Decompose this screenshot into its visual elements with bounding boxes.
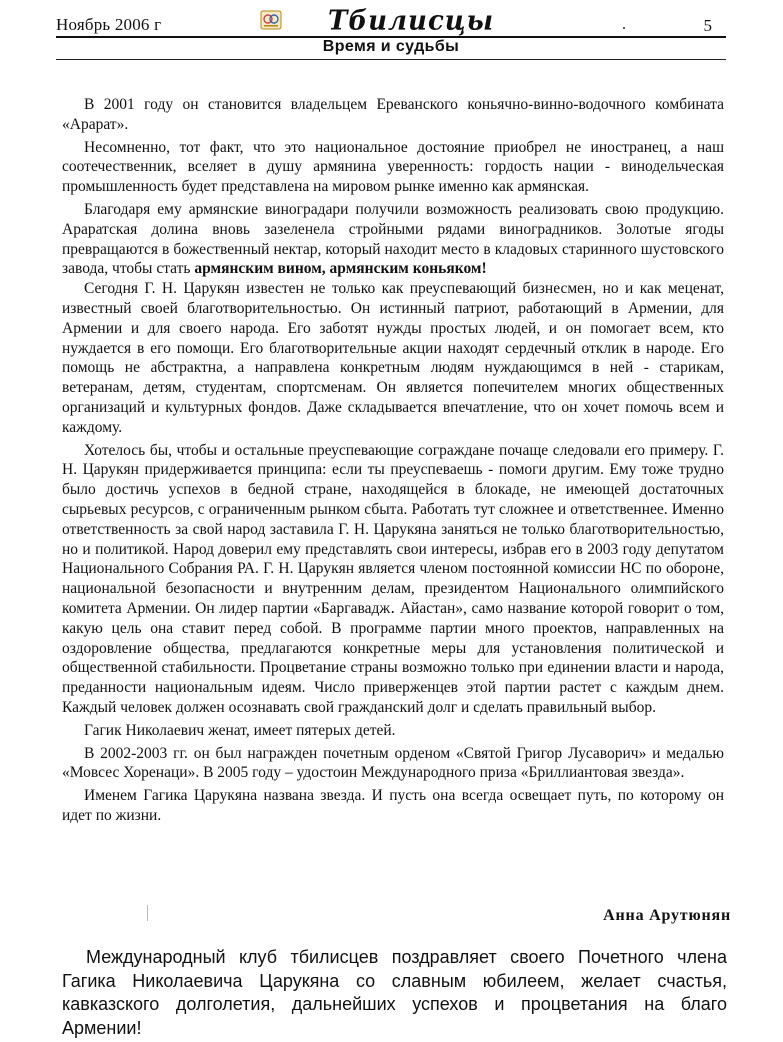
greeting-message: Международный клуб тбилисцев поздравляет своего Почетного члена Гагика Николаевича Царукяна со славным юбилеем, желает счастья, кавказского долголетия, дальнейших успехов и процветания на благо Армении! xyxy=(62,947,727,1038)
article-paragraph-4: Сегодня Г. Н. Царукян известен не только как преуспевающий бизнесмен, но и как меценат, известный своей благотворительностью. Он истинный патриот, работающий в Армении, для Армении и для своего народа. Его заботят нужды простых людей, и он помогает всем, кто нуждается в его помощи. Его благотворительные акции находят сердечный отклик в народе. Его помощь не абстрактна, а направлена конкретным людям нуждающимся в ней - старикам, ветеранам, детям, студентам, спортсменам. Он является попечителем многих общественных организаций и культурных фондов. Даже складывается впечатление, что он хочет помочь всем и каждому. xyxy=(62,280,724,436)
article-paragraph-2: Несомненно, тот факт, что это национальное достояние приобрел не иностранец, а наш соотечественник, вселяет в душу армянина уверенность: гордость нации - винодельческая промышленность будет представлена на мировом рынке именно как армянская. xyxy=(62,138,724,196)
masthead-logo: Тбилисцы xyxy=(328,5,495,37)
article-paragraph-7: В 2002-2003 гг. он был награжден почетным орденом «Святой Григор Лусаворич» и медалью «Мовсес Хоренаци». В 2005 году – удостоин Международного приза «Бриллиантовая звезда». xyxy=(62,744,724,782)
header-rule-bottom xyxy=(56,59,726,60)
paragraph-3-text: Благодаря ему армянские виноградари получили возможность реализовать свою продукцию. Араратская долина вновь зазеленела стройными рядами виноградников. Золотые ягоды превращаются в божественный нектар, который находит место в кладовых старинного шустовского завода, чтобы стать xyxy=(62,200,724,278)
emblem-icon xyxy=(260,10,282,30)
page-number: 5 xyxy=(703,16,712,35)
author-signature: Анна Арутюнян xyxy=(603,907,731,924)
section-title: Время и судьбы xyxy=(322,38,460,55)
article-body xyxy=(62,95,724,826)
article-paragraph-8: Именем Гагика Царукяна названа звезда. И пусть она всегда освещает путь, по которому он идет по жизни. xyxy=(62,787,724,824)
article-paragraph-3 xyxy=(62,200,724,279)
article-paragraph-6: Гагик Николаевич женат, имеет пятерых детей. xyxy=(84,721,396,739)
article-paragraph-5: Хотелось бы, чтобы и остальные преуспевающие сограждане почаще следовали его примеру. Г. Н. Царукян придерживается принципа: если ты преуспеваешь - помоги другим. Ему тоже трудно было достичь успехов в бедной стране, находящейся в блокаде, не имеющей достаточных сырьевых ресурсов, с ограниченным рынком сбыта. Работать тут сложнее и ответственнее. Именно ответственность за свой народ заставила Г. Н. Царукяна заняться не только благотворительностью, но и политикой. Народ доверил ему представлять свои интересы, избрав его в 2003 году депутатом Национального Собрания РА. Г. Н. Царукян является членом постоянной комиссии НС по обороне, национальной безопасности и внутренним делам, президентом Национального олимпийского комитета Армении. Он лидер партии «Баргавадж․ Айастан», само название которой говорит о том, какую цель она ставит перед собой. В программе партии много проектов, направленных на оздоровление общества, предлагаются конкретные меры для установления политической и общественной стабильности. Процветание страны возможно только при единении власти и народа, преданности национальным идеям. Число приверженцев этой партии растет с каждым днем. Каждый человек должен осознавать свой гражданский долг и сделать правильный выбор. xyxy=(62,441,724,716)
issue-date: Ноябрь 2006 г xyxy=(56,15,162,34)
scan-artifact xyxy=(147,905,148,921)
header-dot: . xyxy=(622,16,626,33)
article-paragraph-1: В 2001 году он становится владельцем Ереванского коньячно-винно-водочного комбината «Арарат». xyxy=(62,96,724,133)
page-header xyxy=(56,6,726,62)
paragraph-3-emphasis: армянским вином, армянским коньяком! xyxy=(194,260,487,278)
